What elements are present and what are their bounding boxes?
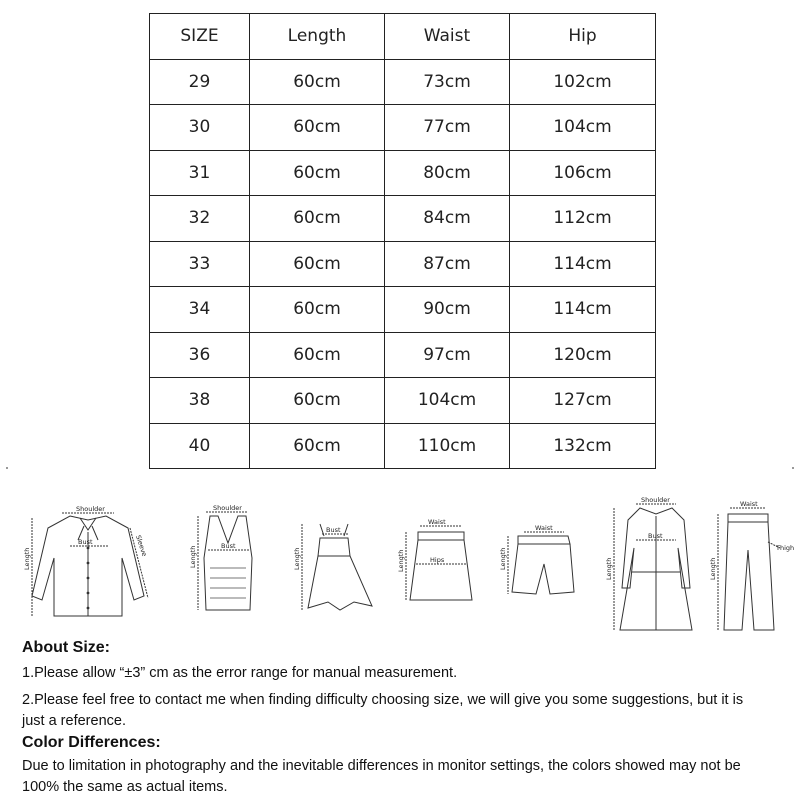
vest-shoulder-label: Shoulder xyxy=(213,504,242,512)
header-length: Length xyxy=(250,14,385,60)
size-chart-table xyxy=(149,13,656,469)
cell-length: 60cm xyxy=(250,105,385,151)
cell-length: 60cm xyxy=(250,378,385,424)
cell-waist: 97cm xyxy=(385,332,510,378)
cell-hip: 114cm xyxy=(510,241,656,287)
color-differences-heading: Color Differences: xyxy=(22,734,161,751)
cell-hip: 120cm xyxy=(510,332,656,378)
color-differences-line2: 100% the same as actual items. xyxy=(22,779,228,795)
pants-thigh-label: Thigh xyxy=(776,544,795,552)
header-size: SIZE xyxy=(150,14,250,60)
skirt-waist-label: Waist xyxy=(428,518,446,526)
blouse-bust-label: Bust xyxy=(78,538,93,546)
cell-hip: 102cm xyxy=(510,59,656,105)
about-size-heading: About Size: xyxy=(22,639,110,656)
blouse-figure xyxy=(23,505,148,616)
coat-bust-label: Bust xyxy=(648,532,663,540)
vest-bust-label: Bust xyxy=(221,542,236,550)
color-differences-line1: Due to limitation in photography and the inevitable differences in monitor settings, the colors showed may not be xyxy=(22,758,741,774)
pants-waist-label: Waist xyxy=(740,500,758,508)
blouse-sleeve-label: Sleeve xyxy=(134,534,149,558)
cell-waist: 87cm xyxy=(385,241,510,287)
cell-waist: 84cm xyxy=(385,196,510,242)
cell-size: 31 xyxy=(150,150,250,196)
table-row xyxy=(150,423,656,469)
blouse-shoulder-label: Shoulder xyxy=(76,505,105,513)
cell-waist: 80cm xyxy=(385,150,510,196)
cell-length: 60cm xyxy=(250,287,385,333)
table-row xyxy=(150,378,656,424)
cell-size: 36 xyxy=(150,332,250,378)
table-row xyxy=(150,150,656,196)
cell-size: 33 xyxy=(150,241,250,287)
cell-size: 30 xyxy=(150,105,250,151)
cell-waist: 73cm xyxy=(385,59,510,105)
dress-length-label: Length xyxy=(293,547,301,570)
measurement-figures xyxy=(18,488,798,638)
cell-length: 60cm xyxy=(250,332,385,378)
cell-length: 60cm xyxy=(250,196,385,242)
cell-hip: 132cm xyxy=(510,423,656,469)
dress-figure xyxy=(293,524,372,610)
cell-waist: 110cm xyxy=(385,423,510,469)
pants-figure xyxy=(709,500,794,630)
table-row xyxy=(150,59,656,105)
cell-hip: 106cm xyxy=(510,150,656,196)
cell-size: 29 xyxy=(150,59,250,105)
about-size-line1: 1.Please allow “±3” cm as the error range for manual measurement. xyxy=(22,665,458,681)
table-row xyxy=(150,287,656,333)
cell-length: 60cm xyxy=(250,150,385,196)
cell-hip: 127cm xyxy=(510,378,656,424)
table-row xyxy=(150,196,656,242)
shorts-length-label: Length xyxy=(499,547,507,570)
cell-length: 60cm xyxy=(250,241,385,287)
cell-size: 38 xyxy=(150,378,250,424)
cell-hip: 112cm xyxy=(510,196,656,242)
coat-figure xyxy=(605,496,692,630)
cell-size: 40 xyxy=(150,423,250,469)
skirt-length-label: Length xyxy=(397,549,405,572)
blouse-length-label: Length xyxy=(23,547,31,570)
cell-length: 60cm xyxy=(250,59,385,105)
cell-waist: 104cm xyxy=(385,378,510,424)
skirt-figure xyxy=(397,518,472,600)
table-header-row xyxy=(150,14,656,60)
pants-length-label: Length xyxy=(709,557,717,580)
cell-waist: 90cm xyxy=(385,287,510,333)
header-hip: Hip xyxy=(510,14,656,60)
coat-length-label: Length xyxy=(605,557,613,580)
cell-hip: 104cm xyxy=(510,105,656,151)
about-size-line2a: 2.Please feel free to contact me when finding difficulty choosing size, we will give you some suggestions, but it is xyxy=(22,692,744,708)
shorts-waist-label: Waist xyxy=(535,524,553,532)
skirt-hips-label: Hips xyxy=(430,556,445,564)
header-waist: Waist xyxy=(385,14,510,60)
shorts-figure xyxy=(499,524,574,594)
table-row xyxy=(150,241,656,287)
cell-hip: 114cm xyxy=(510,287,656,333)
cell-size: 32 xyxy=(150,196,250,242)
cell-length: 60cm xyxy=(250,423,385,469)
cell-waist: 77cm xyxy=(385,105,510,151)
dress-bust-label: Bust xyxy=(326,526,341,534)
vest-figure xyxy=(189,504,252,610)
coat-shoulder-label: Shoulder xyxy=(641,496,670,504)
table-row xyxy=(150,105,656,151)
about-size-line2b: just a reference. xyxy=(22,713,126,729)
table-row xyxy=(150,332,656,378)
vest-length-label: Length xyxy=(189,545,197,568)
cell-size: 34 xyxy=(150,287,250,333)
